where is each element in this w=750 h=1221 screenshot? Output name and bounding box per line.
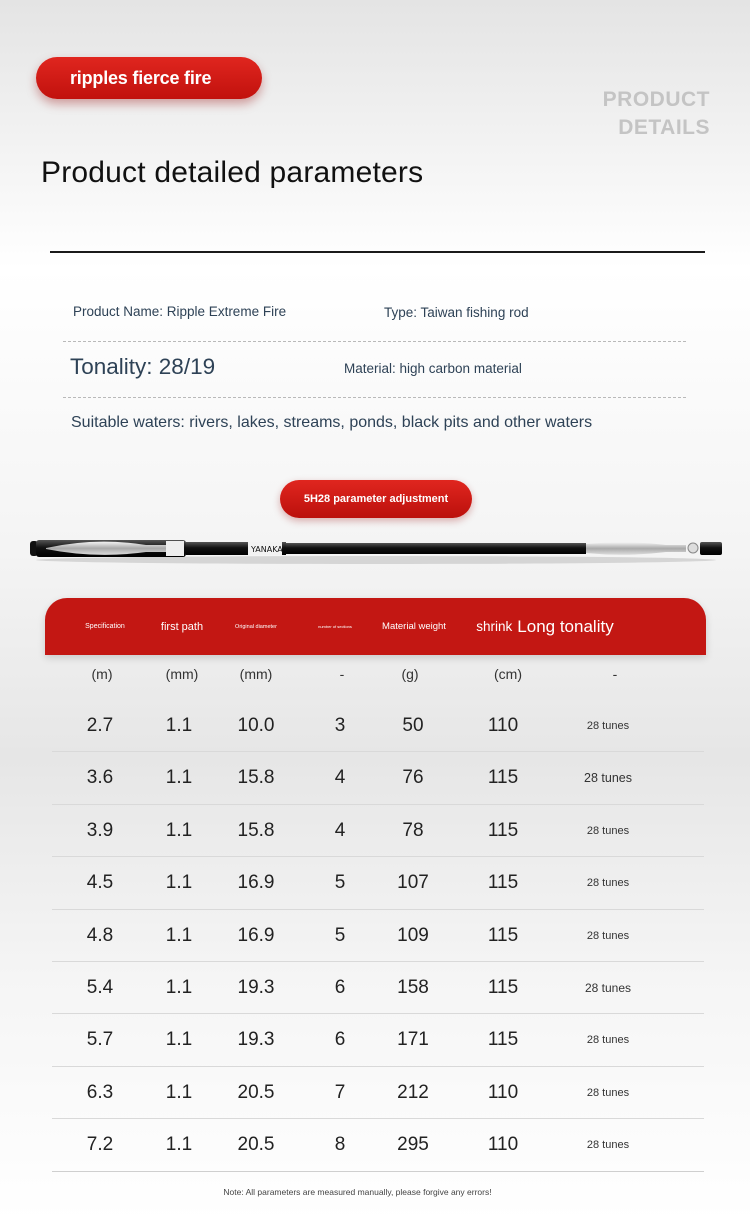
unit-weight: (g) xyxy=(401,666,419,682)
cell-spec: 5.4 xyxy=(86,976,114,998)
cell-sections: 6 xyxy=(334,1029,346,1051)
dashed-divider xyxy=(63,341,686,342)
cell-diameter: 19.3 xyxy=(237,1029,275,1051)
table-row xyxy=(52,1119,704,1171)
cell-tonality: 28 tunes xyxy=(586,824,630,837)
cell-first-path: 1.1 xyxy=(165,1081,193,1103)
cell-diameter: 20.5 xyxy=(237,1134,275,1156)
cell-weight: 171 xyxy=(397,1029,429,1051)
cell-sections: 3 xyxy=(334,715,346,736)
cell-diameter: 20.5 xyxy=(237,1081,275,1103)
corner-line-1: PRODUCT xyxy=(602,88,710,111)
cell-weight: 158 xyxy=(397,976,429,998)
unit-spec: (m) xyxy=(91,666,113,682)
header-sections: number of sections xyxy=(318,624,352,629)
cell-length: 115 xyxy=(487,819,519,841)
cell-sections: 7 xyxy=(334,1081,346,1103)
cell-length: 110 xyxy=(487,1134,519,1156)
table-row xyxy=(52,962,704,1014)
unit-sections: - xyxy=(339,666,345,682)
cell-diameter: 19.3 xyxy=(237,976,275,998)
tonality: Tonality: 28/19 xyxy=(70,354,216,379)
cell-diameter: 10.0 xyxy=(237,715,275,736)
unit-diameter: (mm) xyxy=(239,666,273,682)
table-row xyxy=(52,1014,704,1066)
cell-sections: 6 xyxy=(334,976,346,998)
cell-diameter: 15.8 xyxy=(237,819,275,841)
cell-spec: 3.6 xyxy=(86,767,114,789)
header-first-path: first path xyxy=(160,620,204,633)
cell-diameter: 16.9 xyxy=(237,872,275,894)
cell-length: 115 xyxy=(487,924,519,946)
product-details-label xyxy=(603,86,710,142)
cell-sections: 4 xyxy=(334,767,346,789)
cell-weight: 109 xyxy=(397,924,429,946)
cell-length: 115 xyxy=(487,872,519,894)
cell-sections: 5 xyxy=(334,872,346,894)
cell-tonality: 28 tunes xyxy=(586,1034,630,1047)
cell-first-path: 1.1 xyxy=(165,976,193,998)
header-long-tonality: Long tonality xyxy=(517,616,614,636)
cell-spec: 3.9 xyxy=(86,819,114,841)
cell-spec: 5.7 xyxy=(86,1029,114,1051)
cell-sections: 8 xyxy=(334,1134,346,1156)
header-original-diameter: Original diameter xyxy=(235,623,277,630)
adjustment-label: 5H28 parameter adjustment xyxy=(303,493,449,505)
cell-first-path: 1.1 xyxy=(165,924,193,946)
cell-tonality: 28 tunes xyxy=(586,1139,630,1152)
header-specification: Specification xyxy=(85,623,125,630)
rod-brand-mark: YANAKA xyxy=(251,545,283,554)
cell-spec: 4.8 xyxy=(86,924,114,946)
material: Material: high carbon material xyxy=(344,361,522,376)
unit-length: (cm) xyxy=(494,666,522,682)
table-row xyxy=(52,910,704,962)
cell-length: 110 xyxy=(487,715,519,736)
unit-first-path: (mm) xyxy=(165,666,199,682)
cell-weight: 107 xyxy=(397,872,429,894)
fishing-rod-image xyxy=(26,533,726,567)
cell-length: 115 xyxy=(487,767,519,789)
cell-sections: 5 xyxy=(334,924,346,946)
parameter-adjustment-badge xyxy=(280,480,472,518)
cell-tonality: 28 tunes xyxy=(586,929,630,942)
cell-first-path: 1.1 xyxy=(165,767,193,789)
fishing-rod-icon xyxy=(26,533,726,567)
cell-first-path: 1.1 xyxy=(165,1134,193,1156)
suitable-waters: Suitable waters: rivers, lakes, streams, ponds, black pits and other waters xyxy=(71,414,593,431)
cell-length: 110 xyxy=(487,1081,519,1103)
table-row xyxy=(52,805,704,857)
page-title: Product detailed parameters xyxy=(41,156,424,189)
header-shrink-long-tonality xyxy=(465,598,625,655)
cell-sections: 4 xyxy=(334,819,346,841)
brand-label: ripples fierce fire xyxy=(70,67,212,88)
cell-first-path: 1.1 xyxy=(165,1029,193,1051)
cell-first-path: 1.1 xyxy=(165,819,193,841)
cell-spec: 7.2 xyxy=(86,1134,114,1156)
table-row xyxy=(52,1067,704,1119)
unit-tonality: - xyxy=(612,666,618,682)
header-material-weight: Material weight xyxy=(382,621,446,632)
dashed-divider xyxy=(63,397,686,398)
parameters-table-body xyxy=(52,700,704,1172)
table-header xyxy=(45,598,706,655)
cell-length: 115 xyxy=(487,976,519,998)
cell-weight: 212 xyxy=(397,1081,429,1103)
corner-line-2: DETAILS xyxy=(618,116,710,139)
measurement-note: Note: All parameters are measured manually, please forgive any errors! xyxy=(223,1187,492,1197)
cell-length: 115 xyxy=(487,1029,519,1051)
product-type: Type: Taiwan fishing rod xyxy=(384,305,529,320)
cell-tonality: 28 tunes xyxy=(586,877,630,890)
table-row xyxy=(52,700,704,752)
table-row xyxy=(52,857,704,909)
table-row xyxy=(52,752,704,804)
cell-weight: 78 xyxy=(402,819,424,841)
title-divider xyxy=(50,251,705,253)
cell-tonality: 28 tunes xyxy=(586,720,630,732)
cell-weight: 295 xyxy=(397,1134,429,1156)
header-shrink: shrink xyxy=(476,619,513,634)
cell-weight: 76 xyxy=(402,767,424,789)
product-name: Product Name: Ripple Extreme Fire xyxy=(73,304,287,319)
brand-badge xyxy=(36,57,262,99)
cell-spec: 6.3 xyxy=(86,1081,114,1103)
units-row xyxy=(45,655,706,700)
cell-first-path: 1.1 xyxy=(165,872,193,894)
cell-tonality: 28 tunes xyxy=(584,980,632,995)
cell-weight: 50 xyxy=(402,715,424,736)
cell-tonality: 28 tunes xyxy=(586,1086,630,1099)
cell-spec: 2.7 xyxy=(86,715,114,736)
cell-first-path: 1.1 xyxy=(165,715,193,736)
cell-tonality: 28 tunes xyxy=(584,771,632,786)
cell-spec: 4.5 xyxy=(86,872,114,894)
cell-diameter: 15.8 xyxy=(237,767,275,789)
cell-diameter: 16.9 xyxy=(237,924,275,946)
